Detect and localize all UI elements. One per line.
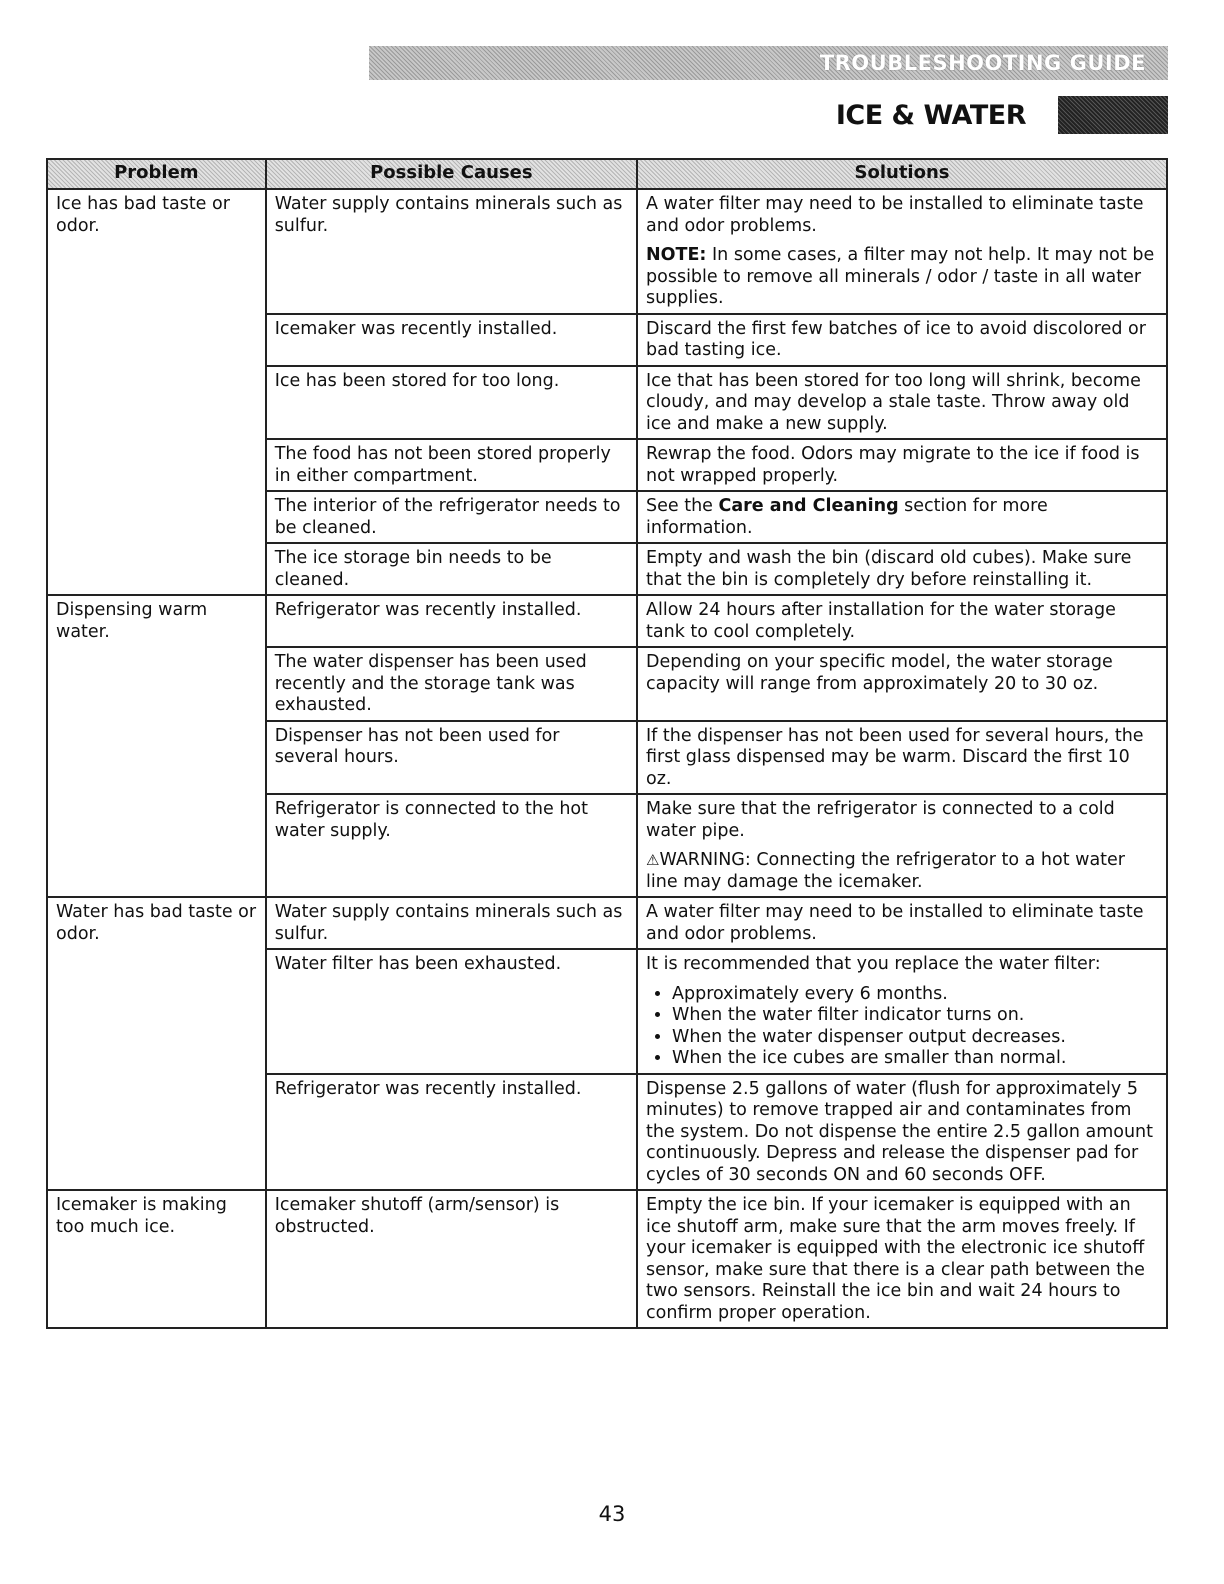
- problem-cell: Ice has bad taste or odor.: [47, 189, 266, 595]
- solution-cell: [637, 721, 1167, 795]
- solution-paragraph: [646, 245, 1158, 310]
- cause-cell: Water supply contains minerals such as sulfur.: [266, 189, 637, 314]
- problem-cell: Water has bad taste or odor.: [47, 897, 266, 1190]
- solution-paragraph: [646, 902, 1158, 945]
- troubleshooting-table: [46, 158, 1168, 1329]
- solution-cell: [637, 1190, 1167, 1328]
- solution-cell: [637, 439, 1167, 491]
- table-row: [47, 189, 1167, 314]
- solution-text: Rewrap the food. Odors may migrate to the ice if food is not wrapped properly.: [646, 444, 1140, 486]
- solution-paragraph: [646, 600, 1158, 643]
- solution-paragraph: [646, 954, 1158, 976]
- solution-cell: [637, 189, 1167, 314]
- note-label: NOTE:: [646, 245, 707, 265]
- solution-cell: [637, 647, 1167, 721]
- solution-text: Ice that has been stored for too long will shrink, become cloudy, and may develop a stale taste. Throw away old ice and make a new supply.: [646, 370, 1141, 434]
- guide-title: TROUBLESHOOTING GUIDE: [819, 51, 1146, 75]
- solution-paragraph: [646, 444, 1158, 487]
- solution-paragraph: [646, 371, 1158, 436]
- table-row: [47, 1190, 1167, 1328]
- solution-paragraph: [646, 652, 1158, 695]
- cause-cell: Dispenser has not been used for several hours.: [266, 721, 637, 795]
- cause-cell: Ice has been stored for too long.: [266, 366, 637, 440]
- section-title: ICE & WATER: [835, 99, 1026, 131]
- solution-paragraph: [646, 726, 1158, 791]
- solution-cell: [637, 314, 1167, 366]
- cause-cell: Refrigerator was recently installed.: [266, 595, 637, 647]
- bullet-item: • When the ice cubes are smaller than normal.: [672, 1048, 1158, 1070]
- bullet-item: • When the water filter indicator turns on.: [672, 1005, 1158, 1027]
- warning-label: WARNING:: [659, 850, 751, 870]
- solution-text: Dispense 2.5 gallons of water (flush for approximately 5 minutes) to remove trapped air and contaminates from the system. Do not dispense the entire 2.5 gallon amount continuously. Depress and release the dispenser pad for cycles of 30 seconds ON and 60 seconds OFF.: [646, 1078, 1153, 1185]
- solution-text: Allow 24 hours after installation for the water storage tank to cool completely.: [646, 600, 1116, 642]
- section-header: [836, 96, 1168, 134]
- problem-cell: Icemaker is making too much ice.: [47, 1190, 266, 1328]
- cause-cell: Refrigerator is connected to the hot water supply.: [266, 794, 637, 897]
- solution-paragraph: [646, 194, 1158, 237]
- solution-bullet-list: [646, 984, 1158, 1070]
- solution-cell: [637, 491, 1167, 543]
- solution-text: Empty and wash the bin (discard old cubes). Make sure that the bin is completely dry before reinstalling it.: [646, 548, 1132, 590]
- solution-text: See the: [646, 496, 719, 516]
- solution-cell: [637, 366, 1167, 440]
- cause-cell: The ice storage bin needs to be cleaned.: [266, 543, 637, 595]
- solution-text: Empty the ice bin. If your icemaker is equipped with an ice shutoff arm, make sure that the arm moves freely. If your icemaker is equipped with the electronic ice shutoff sensor, make sure that there is a clear path between the two sensors. Reinstall the ice bin and wait 24 hours to confirm proper operation.: [646, 1195, 1145, 1323]
- solution-paragraph: [646, 799, 1158, 842]
- solution-paragraph: [646, 1079, 1158, 1187]
- table-row: [47, 595, 1167, 647]
- solution-text: If the dispenser has not been used for several hours, the first glass dispensed may be warm. Discard the first 10 oz.: [646, 725, 1144, 789]
- problem-cell: Dispensing warm water.: [47, 595, 266, 897]
- cause-cell: Icemaker was recently installed.: [266, 314, 637, 366]
- solution-text: section for more information.: [646, 496, 1048, 538]
- cause-cell: The food has not been stored properly in either compartment.: [266, 439, 637, 491]
- solution-text: A water filter may need to be installed to eliminate taste and odor problems.: [646, 194, 1144, 236]
- column-header-problem: Problem: [47, 159, 266, 189]
- table-header-row: [47, 159, 1167, 189]
- page-number: 43: [598, 1502, 626, 1526]
- solution-cell: [637, 595, 1167, 647]
- cause-cell: Icemaker shutoff (arm/sensor) is obstructed.: [266, 1190, 637, 1328]
- column-header-causes: Possible Causes: [266, 159, 637, 189]
- solution-text: It is recommended that you replace the water filter:: [646, 954, 1101, 974]
- solution-text: Discard the first few batches of ice to avoid discolored or bad tasting ice.: [646, 318, 1146, 360]
- solution-cell: [637, 543, 1167, 595]
- solution-text: Connecting the refrigerator to a hot water line may damage the icemaker.: [646, 850, 1125, 892]
- cause-cell: The water dispenser has been used recently and the storage tank was exhausted.: [266, 647, 637, 721]
- cause-cell: Refrigerator was recently installed.: [266, 1074, 637, 1191]
- table-row: [47, 897, 1167, 949]
- solution-paragraph: [646, 319, 1158, 362]
- solution-text: Depending on your specific model, the water storage capacity will range from approximately 20 to 30 oz.: [646, 652, 1113, 694]
- solution-cell: [637, 794, 1167, 897]
- cause-cell: Water filter has been exhausted.: [266, 949, 637, 1074]
- solution-text: In some cases, a filter may not help. It may not be possible to remove all minerals / odor / taste in all water supplies.: [646, 245, 1155, 308]
- cause-cell: The interior of the refrigerator needs to be cleaned.: [266, 491, 637, 543]
- solution-cell: [637, 1074, 1167, 1191]
- bullet-item: • When the water dispenser output decreases.: [672, 1027, 1158, 1049]
- care-and-cleaning-reference: Care and Cleaning: [718, 496, 899, 516]
- solution-paragraph: [646, 548, 1158, 591]
- warning-icon: ⚠: [646, 851, 660, 869]
- solution-paragraph: [646, 850, 1158, 893]
- section-marker-block: [1058, 96, 1168, 134]
- solution-paragraph: [646, 496, 1158, 539]
- column-header-solutions: Solutions: [637, 159, 1167, 189]
- solution-text: A water filter may need to be installed to eliminate taste and odor problems.: [646, 902, 1144, 944]
- solution-text: Make sure that the refrigerator is connected to a cold water pipe.: [646, 799, 1115, 841]
- cause-cell: Water supply contains minerals such as sulfur.: [266, 897, 637, 949]
- bullet-item: • Approximately every 6 months.: [672, 984, 1158, 1006]
- troubleshooting-guide-banner: [369, 46, 1168, 80]
- solution-paragraph: [646, 1195, 1158, 1324]
- solution-cell: [637, 897, 1167, 949]
- solution-cell: [637, 949, 1167, 1074]
